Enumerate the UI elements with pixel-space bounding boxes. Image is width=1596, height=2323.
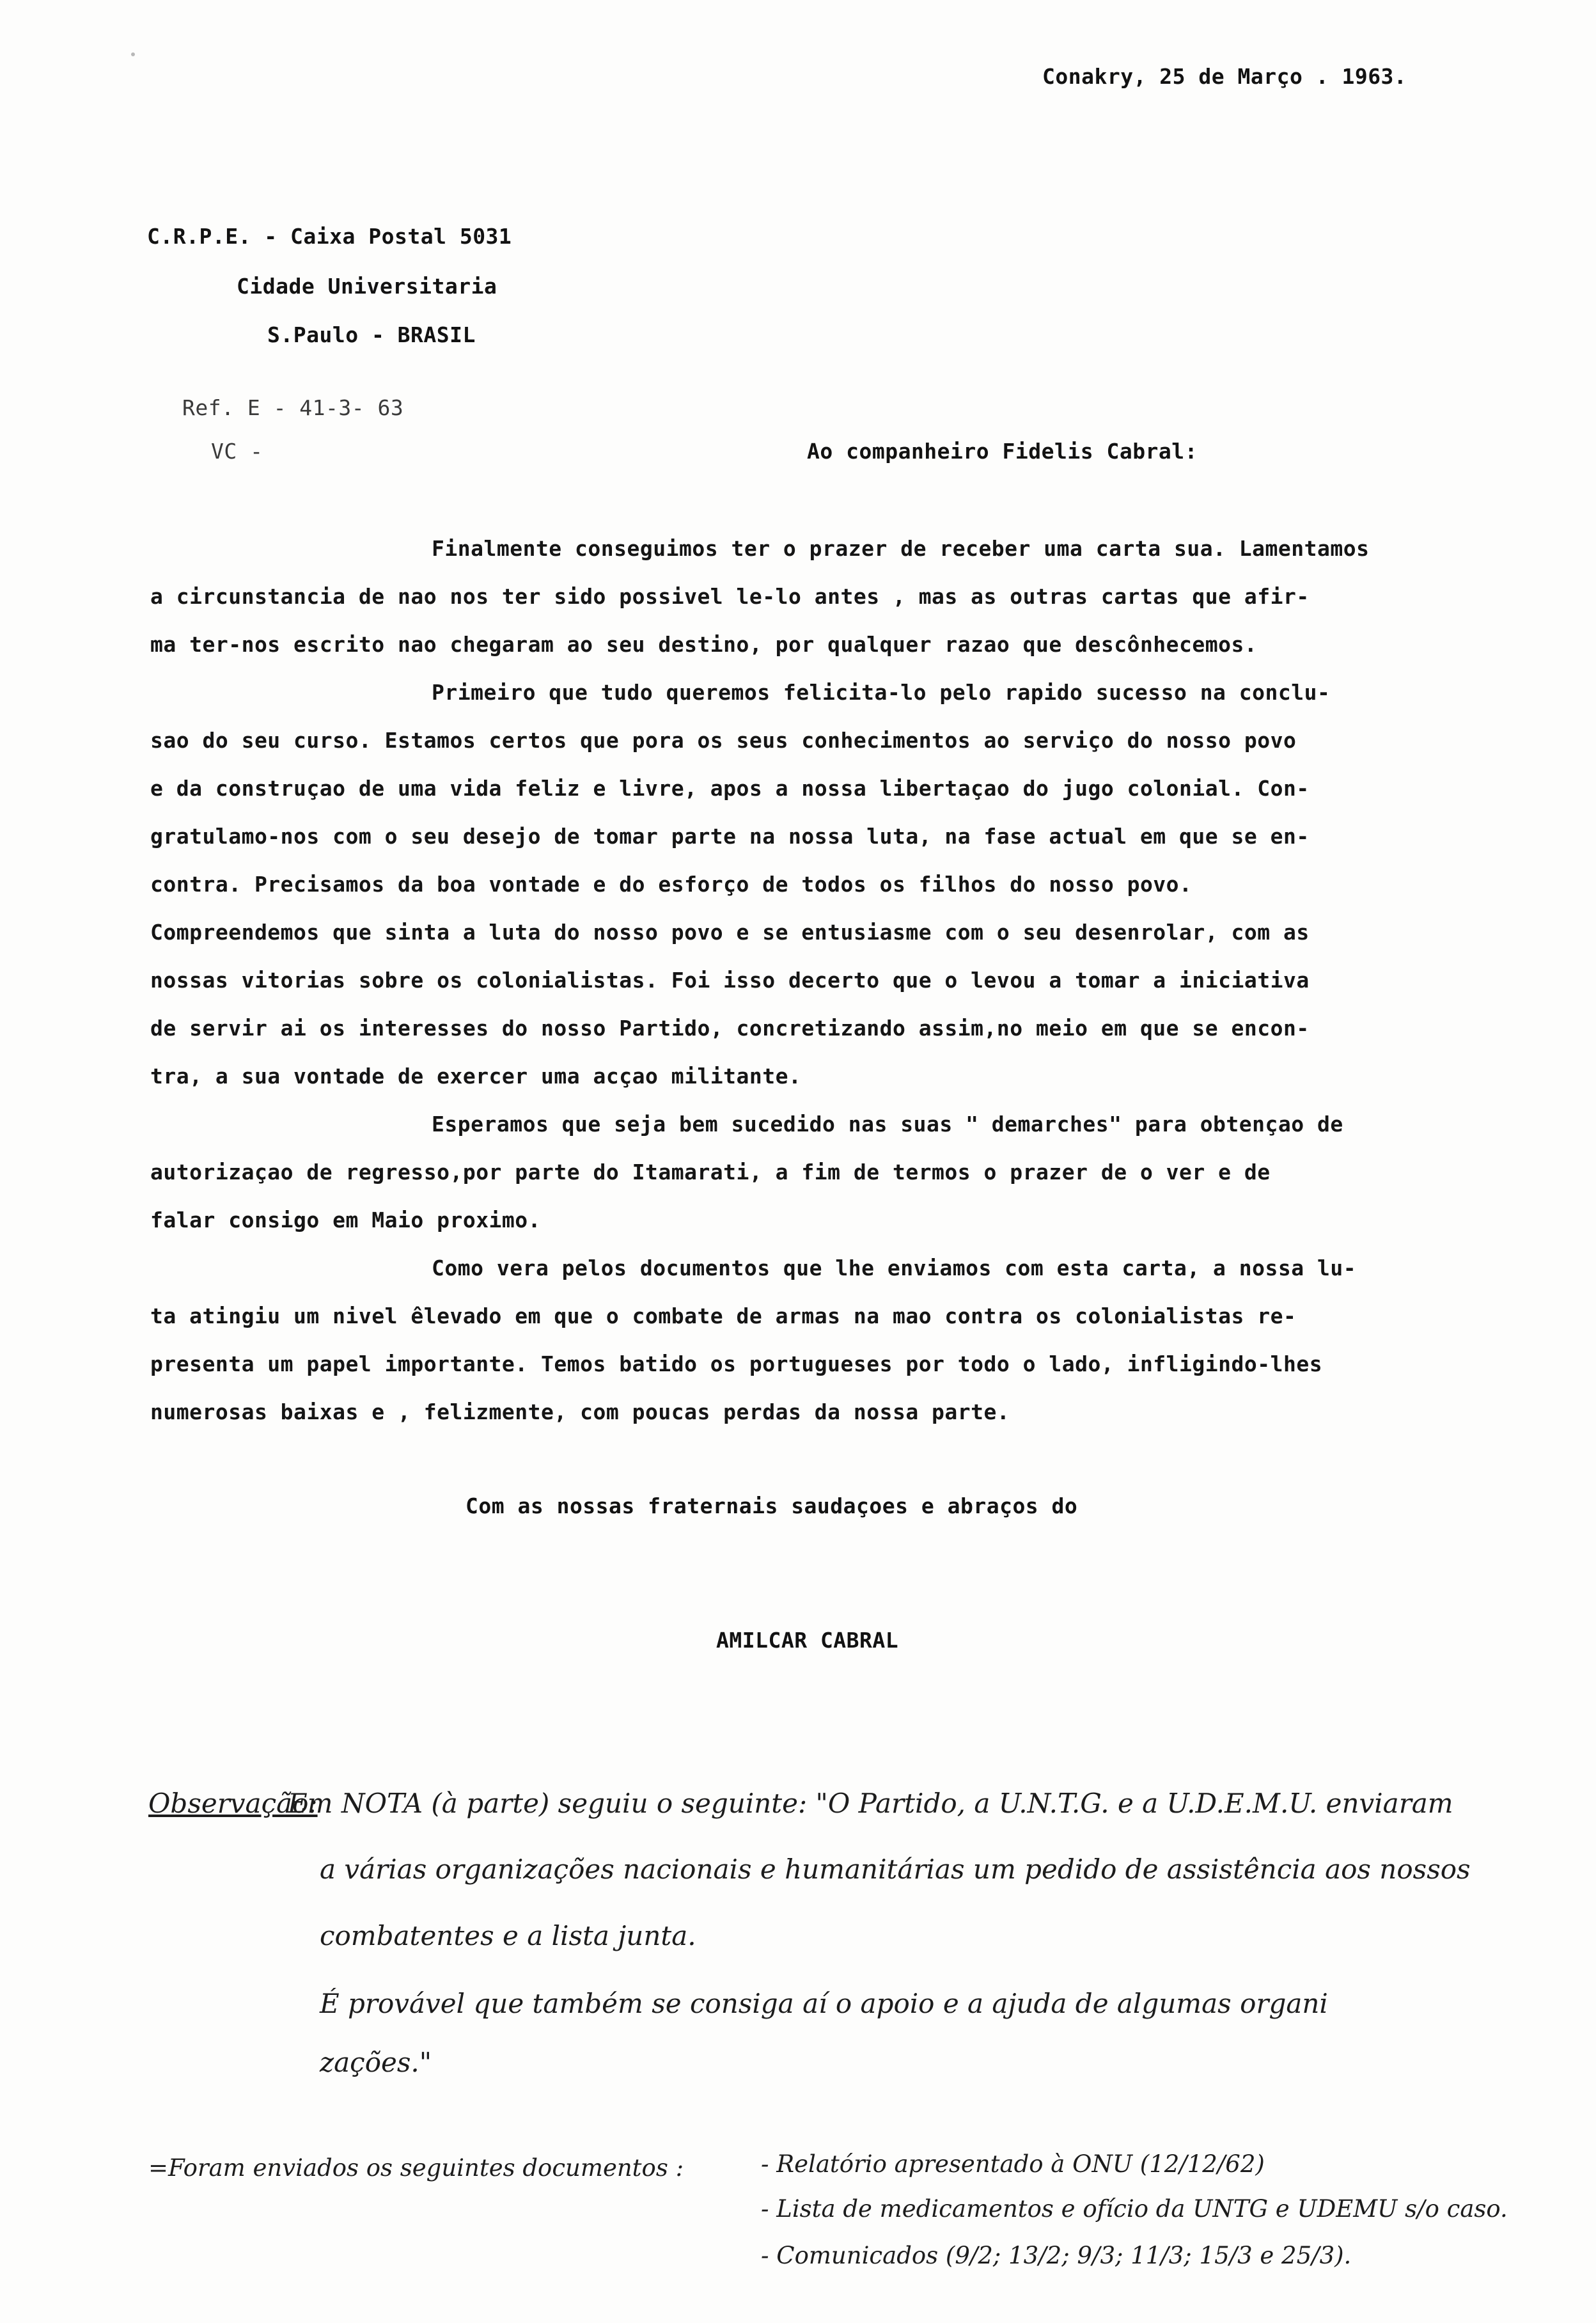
body-text-line: de servir ai os interesses do nosso Partido, concretizando assim,no meio em que se encon- bbox=[150, 1016, 1310, 1041]
handwritten-documents-label: =Foram enviados os seguintes documentos : bbox=[148, 2154, 684, 2182]
pencil-mark bbox=[131, 52, 135, 56]
body-text-line: sao do seu curso. Estamos certos que pora os seus conhecimentos ao serviço do nosso povo bbox=[150, 728, 1297, 753]
body-text-line: ta atingiu um nivel êlevado em que o combate de armas na mao contra os colonialistas re- bbox=[150, 1303, 1297, 1328]
body-text-line: presenta um papel importante. Temos batido os portugueses por todo o lado, infligindo-lhes bbox=[150, 1351, 1323, 1376]
body-text-line: falar consigo em Maio proximo. bbox=[150, 1208, 542, 1232]
body-text-line: Finalmente conseguimos ter o prazer de receber uma carta sua. Lamentamos bbox=[432, 536, 1370, 561]
handwritten-document-item: - Relatório apresentado à ONU (12/12/62) bbox=[761, 2150, 1265, 2178]
letter-body bbox=[150, 524, 1506, 1436]
reference-number: Ref. E - 41-3- 63 bbox=[182, 395, 404, 420]
body-text-line: ma ter-nos escrito nao chegaram ao seu destino, por qualquer razao que descônhecemos. bbox=[150, 632, 1258, 657]
handwritten-observation-line: combatentes e a lista junta. bbox=[320, 1920, 696, 1951]
body-text-line: a circunstancia de nao nos ter sido possivel le-lo antes , mas as outras cartas que afir- bbox=[150, 584, 1310, 609]
handwritten-observation-line: Em NOTA (à parte) seguiu o seguinte: "O Partido, a U.N.T.G. e a U.D.E.M.U. enviaram bbox=[288, 1788, 1453, 1819]
closing-line: Com as nossas fraternais saudaçoes e abraços do bbox=[465, 1493, 1078, 1518]
body-text-line: nossas vitorias sobre os colonialistas. Foi isso decerto que o levou a tomar a iniciativa bbox=[150, 968, 1310, 993]
handwritten-document-item: - Lista de medicamentos e ofício da UNTG e UDEMU s/o caso. bbox=[761, 2195, 1508, 2223]
handwritten-observation-label: Observação: bbox=[148, 1788, 318, 1819]
body-text-line: numerosas baixas e , felizmente, com poucas perdas da nossa parte. bbox=[150, 1399, 1010, 1424]
signature-name: AMILCAR CABRAL bbox=[716, 1628, 899, 1653]
recipient-address-line-3: S.Paulo - BRASIL bbox=[267, 322, 476, 347]
recipient-address-line-1: C.R.P.E. - Caixa Postal 5031 bbox=[147, 224, 512, 249]
body-text-line: tra, a sua vontade de exercer uma acçao militante. bbox=[150, 1064, 802, 1089]
recipient-address-line-2: Cidade Universitaria bbox=[237, 274, 497, 299]
body-text-line: Esperamos que seja bem sucedido nas suas " demarches" para obtençao de bbox=[432, 1112, 1343, 1137]
reference-initials: VC - bbox=[211, 439, 263, 464]
body-text-line: e da construçao de uma vida feliz e livre, apos a nossa libertaçao do jugo colonial. Con- bbox=[150, 776, 1310, 801]
body-text-line: Como vera pelos documentos que lhe enviamos com esta carta, a nossa lu- bbox=[432, 1256, 1357, 1280]
body-text-line: autorizaçao de regresso,por parte do Itamarati, a fim de termos o prazer de o ver e de bbox=[150, 1160, 1271, 1185]
handwritten-observation-line: zações." bbox=[320, 2047, 432, 2078]
salutation: Ao companheiro Fidelis Cabral: bbox=[807, 439, 1198, 464]
handwritten-observation-line: É provável que também se consiga aí o apoio e a ajuda de algumas organi bbox=[320, 1988, 1328, 2019]
body-text-line: Compreendemos que sinta a luta do nosso povo e se entusiasme com o seu desenrolar, com as bbox=[150, 920, 1310, 945]
body-text-line: contra. Precisamos da boa vontade e do esforço de todos os filhos do nosso povo. bbox=[150, 872, 1193, 897]
letter-date: Conakry, 25 de Março . 1963. bbox=[1042, 64, 1407, 89]
handwritten-document-item: - Comunicados (9/2; 13/2; 9/3; 11/3; 15/3 e 25/3). bbox=[761, 2242, 1352, 2269]
handwritten-observation-line: a várias organizações nacionais e humanitárias um pedido de assistência aos nossos bbox=[320, 1854, 1471, 1885]
body-text-line: Primeiro que tudo queremos felicita-lo pelo rapido sucesso na conclu- bbox=[432, 680, 1331, 705]
body-text-line: gratulamo-nos com o seu desejo de tomar parte na nossa luta, na fase actual em que se en- bbox=[150, 824, 1310, 849]
